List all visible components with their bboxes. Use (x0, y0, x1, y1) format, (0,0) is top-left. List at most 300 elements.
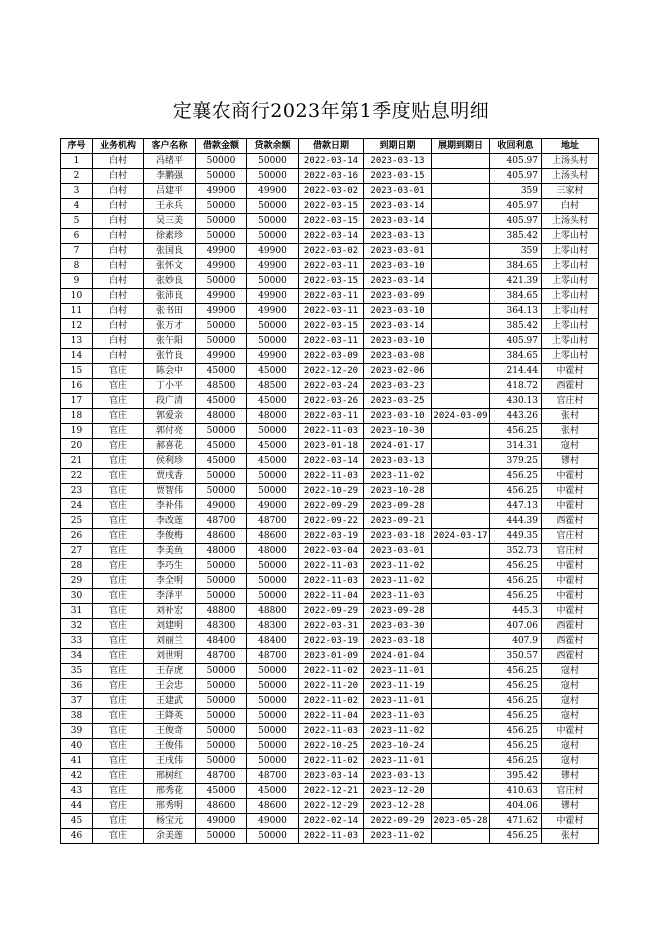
cell-index: 46 (61, 829, 93, 844)
cell-customer: 李巧生 (144, 559, 196, 574)
cell-loan-amount: 50000 (196, 214, 247, 229)
cell-extension-date (432, 829, 490, 844)
cell-loan-date: 2022-11-03 (299, 724, 364, 739)
cell-interest: 447.13 (490, 499, 542, 514)
cell-extension-date (432, 169, 490, 184)
table-row (61, 709, 599, 724)
cell-extension-date (432, 649, 490, 664)
col-header-loan-date: 借款日期 (299, 139, 364, 154)
cell-branch: 官庄 (93, 529, 144, 544)
cell-balance: 50000 (247, 694, 299, 709)
cell-interest: 430.13 (490, 394, 542, 409)
cell-due-date: 2023-11-02 (364, 829, 432, 844)
cell-index: 40 (61, 739, 93, 754)
cell-branch: 白村 (93, 169, 144, 184)
cell-balance: 50000 (247, 424, 299, 439)
cell-address: 西霍村 (542, 379, 599, 394)
cell-address: 上汤头村 (542, 169, 599, 184)
cell-address: 上零山村 (542, 334, 599, 349)
cell-extension-date (432, 784, 490, 799)
cell-address: 张村 (542, 829, 599, 844)
cell-due-date: 2023-11-02 (364, 574, 432, 589)
cell-index: 18 (61, 409, 93, 424)
cell-loan-amount: 49900 (196, 184, 247, 199)
cell-due-date: 2024-01-04 (364, 649, 432, 664)
cell-loan-date: 2022-09-29 (299, 604, 364, 619)
cell-customer: 李俊梅 (144, 529, 196, 544)
cell-loan-amount: 48000 (196, 544, 247, 559)
cell-loan-date: 2022-03-11 (299, 409, 364, 424)
cell-branch: 白村 (93, 214, 144, 229)
cell-interest: 404.06 (490, 799, 542, 814)
cell-branch: 官庄 (93, 724, 144, 739)
cell-index: 41 (61, 754, 93, 769)
cell-loan-amount: 50000 (196, 484, 247, 499)
cell-address: 三家村 (542, 184, 599, 199)
table-row (61, 454, 599, 469)
cell-interest: 456.25 (490, 589, 542, 604)
cell-customer: 刘世明 (144, 649, 196, 664)
cell-interest: 384.65 (490, 259, 542, 274)
cell-loan-date: 2022-12-29 (299, 799, 364, 814)
cell-loan-date: 2022-03-11 (299, 304, 364, 319)
cell-due-date: 2023-09-28 (364, 604, 432, 619)
cell-index: 20 (61, 439, 93, 454)
cell-due-date: 2023-03-14 (364, 214, 432, 229)
cell-branch: 官庄 (93, 649, 144, 664)
cell-due-date: 2023-12-28 (364, 799, 432, 814)
table-row (61, 364, 599, 379)
cell-branch: 白村 (93, 244, 144, 259)
cell-index: 15 (61, 364, 93, 379)
cell-address: 寇村 (542, 754, 599, 769)
cell-extension-date (432, 664, 490, 679)
cell-due-date: 2023-03-09 (364, 289, 432, 304)
cell-branch: 官庄 (93, 604, 144, 619)
cell-customer: 贾智伟 (144, 484, 196, 499)
cell-loan-date: 2022-03-15 (299, 214, 364, 229)
cell-customer: 杨宝元 (144, 814, 196, 829)
cell-due-date: 2023-03-18 (364, 634, 432, 649)
cell-index: 45 (61, 814, 93, 829)
cell-address: 白村 (542, 199, 599, 214)
cell-branch: 官庄 (93, 619, 144, 634)
cell-balance: 50000 (247, 754, 299, 769)
cell-extension-date (432, 184, 490, 199)
cell-balance: 50000 (247, 559, 299, 574)
cell-index: 38 (61, 709, 93, 724)
cell-interest: 405.97 (490, 214, 542, 229)
cell-branch: 官庄 (93, 454, 144, 469)
cell-loan-date: 2022-03-11 (299, 334, 364, 349)
table-row (61, 289, 599, 304)
cell-extension-date (432, 604, 490, 619)
cell-branch: 官庄 (93, 394, 144, 409)
cell-due-date: 2023-03-14 (364, 319, 432, 334)
col-header-customer: 客户名称 (144, 139, 196, 154)
cell-branch: 白村 (93, 304, 144, 319)
cell-loan-amount: 49900 (196, 259, 247, 274)
cell-customer: 王建武 (144, 694, 196, 709)
cell-index: 7 (61, 244, 93, 259)
cell-index: 8 (61, 259, 93, 274)
cell-branch: 官庄 (93, 469, 144, 484)
cell-interest: 379.25 (490, 454, 542, 469)
cell-loan-date: 2022-03-26 (299, 394, 364, 409)
cell-interest: 456.25 (490, 739, 542, 754)
cell-due-date: 2023-12-20 (364, 784, 432, 799)
cell-balance: 45000 (247, 364, 299, 379)
cell-index: 27 (61, 544, 93, 559)
cell-loan-date: 2022-11-03 (299, 574, 364, 589)
cell-loan-amount: 50000 (196, 589, 247, 604)
cell-customer: 余美莲 (144, 829, 196, 844)
table-row (61, 664, 599, 679)
cell-address: 官庄村 (542, 529, 599, 544)
cell-interest: 456.25 (490, 574, 542, 589)
cell-due-date: 2023-03-10 (364, 304, 432, 319)
cell-extension-date (432, 544, 490, 559)
table-row (61, 574, 599, 589)
cell-customer: 陈会中 (144, 364, 196, 379)
cell-due-date: 2023-03-30 (364, 619, 432, 634)
cell-interest: 405.97 (490, 169, 542, 184)
cell-extension-date (432, 739, 490, 754)
cell-address: 官庄村 (542, 784, 599, 799)
cell-address: 中霍村 (542, 724, 599, 739)
cell-interest: 395.42 (490, 769, 542, 784)
cell-extension-date (432, 154, 490, 169)
cell-loan-date: 2022-03-14 (299, 229, 364, 244)
cell-branch: 官庄 (93, 664, 144, 679)
cell-extension-date (432, 439, 490, 454)
cell-customer: 段广清 (144, 394, 196, 409)
cell-interest: 445.3 (490, 604, 542, 619)
cell-interest: 421.39 (490, 274, 542, 289)
cell-extension-date (432, 724, 490, 739)
cell-address: 中霍村 (542, 559, 599, 574)
cell-customer: 张午阳 (144, 334, 196, 349)
cell-index: 9 (61, 274, 93, 289)
cell-branch: 官庄 (93, 829, 144, 844)
cell-branch: 官庄 (93, 379, 144, 394)
cell-loan-date: 2022-11-20 (299, 679, 364, 694)
cell-due-date: 2023-09-21 (364, 514, 432, 529)
cell-customer: 王俊奇 (144, 724, 196, 739)
table-row (61, 649, 599, 664)
cell-loan-amount: 48700 (196, 769, 247, 784)
cell-address: 镠村 (542, 769, 599, 784)
cell-branch: 官庄 (93, 499, 144, 514)
cell-customer: 李补伟 (144, 499, 196, 514)
cell-balance: 48300 (247, 619, 299, 634)
cell-interest: 443.26 (490, 409, 542, 424)
cell-interest: 352.73 (490, 544, 542, 559)
cell-balance: 48500 (247, 379, 299, 394)
cell-due-date: 2023-03-15 (364, 169, 432, 184)
table-row (61, 484, 599, 499)
cell-loan-date: 2022-11-04 (299, 709, 364, 724)
cell-branch: 官庄 (93, 409, 144, 424)
cell-due-date: 2023-03-23 (364, 379, 432, 394)
cell-customer: 张怀文 (144, 259, 196, 274)
cell-extension-date (432, 454, 490, 469)
cell-extension-date: 2023-05-28 (432, 814, 490, 829)
col-header-interest: 收回利息 (490, 139, 542, 154)
cell-loan-date: 2022-11-02 (299, 664, 364, 679)
cell-loan-amount: 48800 (196, 604, 247, 619)
cell-due-date: 2023-10-30 (364, 424, 432, 439)
cell-interest: 456.25 (490, 679, 542, 694)
cell-interest: 444.39 (490, 514, 542, 529)
cell-branch: 官庄 (93, 694, 144, 709)
cell-loan-date: 2022-02-14 (299, 814, 364, 829)
cell-index: 5 (61, 214, 93, 229)
cell-interest: 456.25 (490, 754, 542, 769)
cell-due-date: 2023-03-13 (364, 154, 432, 169)
cell-loan-date: 2022-10-29 (299, 484, 364, 499)
cell-due-date: 2022-09-29 (364, 814, 432, 829)
cell-address: 中霍村 (542, 364, 599, 379)
table-row (61, 319, 599, 334)
cell-loan-amount: 50000 (196, 694, 247, 709)
cell-loan-amount: 50000 (196, 199, 247, 214)
cell-balance: 50000 (247, 829, 299, 844)
col-header-loan-amount: 借款金额 (196, 139, 247, 154)
table-row (61, 184, 599, 199)
cell-balance: 50000 (247, 154, 299, 169)
table-row (61, 424, 599, 439)
table-row (61, 499, 599, 514)
cell-extension-date (432, 754, 490, 769)
cell-address: 上汤头村 (542, 214, 599, 229)
cell-customer: 邢树红 (144, 769, 196, 784)
table-row (61, 154, 599, 169)
cell-address: 中霍村 (542, 814, 599, 829)
cell-due-date: 2023-03-13 (364, 229, 432, 244)
cell-customer: 刘建明 (144, 619, 196, 634)
cell-loan-amount: 50000 (196, 274, 247, 289)
table-row (61, 559, 599, 574)
cell-extension-date (432, 559, 490, 574)
cell-balance: 50000 (247, 739, 299, 754)
cell-interest: 359 (490, 244, 542, 259)
cell-customer: 张妙良 (144, 274, 196, 289)
cell-customer: 冯绪平 (144, 154, 196, 169)
cell-branch: 白村 (93, 334, 144, 349)
cell-interest: 314.31 (490, 439, 542, 454)
cell-extension-date (432, 514, 490, 529)
cell-extension-date (432, 199, 490, 214)
col-header-branch: 业务机构 (93, 139, 144, 154)
table-row (61, 439, 599, 454)
cell-loan-date: 2022-03-14 (299, 154, 364, 169)
cell-balance: 48700 (247, 649, 299, 664)
cell-loan-date: 2022-09-22 (299, 514, 364, 529)
cell-branch: 官庄 (93, 589, 144, 604)
cell-due-date: 2023-03-01 (364, 244, 432, 259)
cell-customer: 王永兵 (144, 199, 196, 214)
cell-address: 上零山村 (542, 229, 599, 244)
cell-branch: 官庄 (93, 739, 144, 754)
cell-loan-date: 2022-03-24 (299, 379, 364, 394)
cell-interest: 456.25 (490, 709, 542, 724)
cell-branch: 官庄 (93, 709, 144, 724)
cell-index: 32 (61, 619, 93, 634)
cell-address: 中霍村 (542, 574, 599, 589)
cell-due-date: 2023-03-10 (364, 334, 432, 349)
cell-due-date: 2023-11-01 (364, 664, 432, 679)
cell-customer: 刘丽兰 (144, 634, 196, 649)
cell-branch: 官庄 (93, 544, 144, 559)
cell-due-date: 2023-11-02 (364, 724, 432, 739)
cell-loan-amount: 49000 (196, 499, 247, 514)
cell-index: 19 (61, 424, 93, 439)
cell-branch: 白村 (93, 154, 144, 169)
cell-interest: 214.44 (490, 364, 542, 379)
table-row (61, 754, 599, 769)
cell-interest: 410.63 (490, 784, 542, 799)
cell-extension-date (432, 574, 490, 589)
cell-loan-amount: 45000 (196, 439, 247, 454)
cell-address: 官庄村 (542, 394, 599, 409)
cell-customer: 李鹏强 (144, 169, 196, 184)
table-row (61, 259, 599, 274)
cell-loan-amount: 50000 (196, 469, 247, 484)
table-row (61, 544, 599, 559)
cell-customer: 吴三美 (144, 214, 196, 229)
cell-loan-date: 2022-03-02 (299, 244, 364, 259)
cell-index: 29 (61, 574, 93, 589)
cell-balance: 48600 (247, 799, 299, 814)
cell-customer: 李改莲 (144, 514, 196, 529)
table-row (61, 199, 599, 214)
cell-address: 寇村 (542, 679, 599, 694)
cell-customer: 张沛良 (144, 289, 196, 304)
cell-interest: 350.57 (490, 649, 542, 664)
cell-loan-date: 2022-03-11 (299, 259, 364, 274)
cell-loan-amount: 49900 (196, 349, 247, 364)
cell-branch: 白村 (93, 259, 144, 274)
cell-loan-date: 2022-11-03 (299, 469, 364, 484)
table-row (61, 694, 599, 709)
table-row (61, 169, 599, 184)
cell-interest: 449.35 (490, 529, 542, 544)
cell-extension-date (432, 244, 490, 259)
cell-loan-amount: 48600 (196, 799, 247, 814)
cell-extension-date (432, 484, 490, 499)
cell-branch: 官庄 (93, 784, 144, 799)
cell-balance: 50000 (247, 679, 299, 694)
cell-branch: 官庄 (93, 799, 144, 814)
cell-interest: 418.72 (490, 379, 542, 394)
cell-interest: 456.25 (490, 724, 542, 739)
cell-customer: 李全明 (144, 574, 196, 589)
cell-customer: 张竹良 (144, 349, 196, 364)
table-row (61, 739, 599, 754)
cell-branch: 官庄 (93, 364, 144, 379)
cell-due-date: 2023-03-08 (364, 349, 432, 364)
cell-interest: 456.25 (490, 829, 542, 844)
cell-loan-amount: 48700 (196, 514, 247, 529)
cell-index: 13 (61, 334, 93, 349)
cell-balance: 45000 (247, 784, 299, 799)
cell-branch: 白村 (93, 229, 144, 244)
table-row (61, 619, 599, 634)
table-row (61, 679, 599, 694)
cell-due-date: 2023-11-03 (364, 589, 432, 604)
cell-balance: 48000 (247, 409, 299, 424)
cell-address: 上零山村 (542, 304, 599, 319)
cell-balance: 45000 (247, 454, 299, 469)
cell-interest: 405.97 (490, 334, 542, 349)
cell-balance: 48400 (247, 634, 299, 649)
cell-loan-date: 2022-03-15 (299, 199, 364, 214)
cell-address: 中霍村 (542, 484, 599, 499)
cell-loan-amount: 50000 (196, 334, 247, 349)
cell-loan-date: 2022-11-03 (299, 829, 364, 844)
cell-index: 12 (61, 319, 93, 334)
cell-branch: 官庄 (93, 754, 144, 769)
cell-due-date: 2023-11-19 (364, 679, 432, 694)
cell-extension-date (432, 619, 490, 634)
table-row (61, 589, 599, 604)
table-row (61, 274, 599, 289)
cell-index: 6 (61, 229, 93, 244)
cell-extension-date (432, 334, 490, 349)
cell-extension-date (432, 679, 490, 694)
cell-due-date: 2023-11-03 (364, 709, 432, 724)
cell-branch: 官庄 (93, 679, 144, 694)
cell-due-date: 2023-03-01 (364, 184, 432, 199)
cell-balance: 50000 (247, 709, 299, 724)
cell-loan-amount: 48300 (196, 619, 247, 634)
table-row (61, 799, 599, 814)
cell-loan-date: 2022-03-19 (299, 529, 364, 544)
cell-balance: 45000 (247, 439, 299, 454)
cell-customer: 丁小平 (144, 379, 196, 394)
cell-branch: 白村 (93, 289, 144, 304)
cell-loan-amount: 48600 (196, 529, 247, 544)
cell-loan-date: 2022-11-04 (299, 589, 364, 604)
cell-loan-date: 2022-03-16 (299, 169, 364, 184)
cell-interest: 456.25 (490, 484, 542, 499)
cell-extension-date (432, 799, 490, 814)
cell-loan-amount: 50000 (196, 724, 247, 739)
cell-balance: 50000 (247, 724, 299, 739)
cell-balance: 48700 (247, 514, 299, 529)
cell-balance: 49900 (247, 244, 299, 259)
cell-balance: 50000 (247, 319, 299, 334)
cell-loan-date: 2022-11-03 (299, 424, 364, 439)
cell-loan-date: 2022-11-03 (299, 559, 364, 574)
cell-balance: 48800 (247, 604, 299, 619)
cell-index: 31 (61, 604, 93, 619)
cell-index: 11 (61, 304, 93, 319)
cell-loan-date: 2022-12-21 (299, 784, 364, 799)
cell-branch: 官庄 (93, 574, 144, 589)
cell-interest: 385.42 (490, 229, 542, 244)
cell-due-date: 2023-03-01 (364, 544, 432, 559)
cell-extension-date (432, 589, 490, 604)
cell-loan-date: 2023-03-14 (299, 769, 364, 784)
cell-loan-date: 2022-03-09 (299, 349, 364, 364)
cell-extension-date (432, 304, 490, 319)
cell-loan-amount: 50000 (196, 829, 247, 844)
cell-due-date: 2023-11-02 (364, 559, 432, 574)
cell-address: 中霍村 (542, 604, 599, 619)
cell-loan-amount: 50000 (196, 154, 247, 169)
